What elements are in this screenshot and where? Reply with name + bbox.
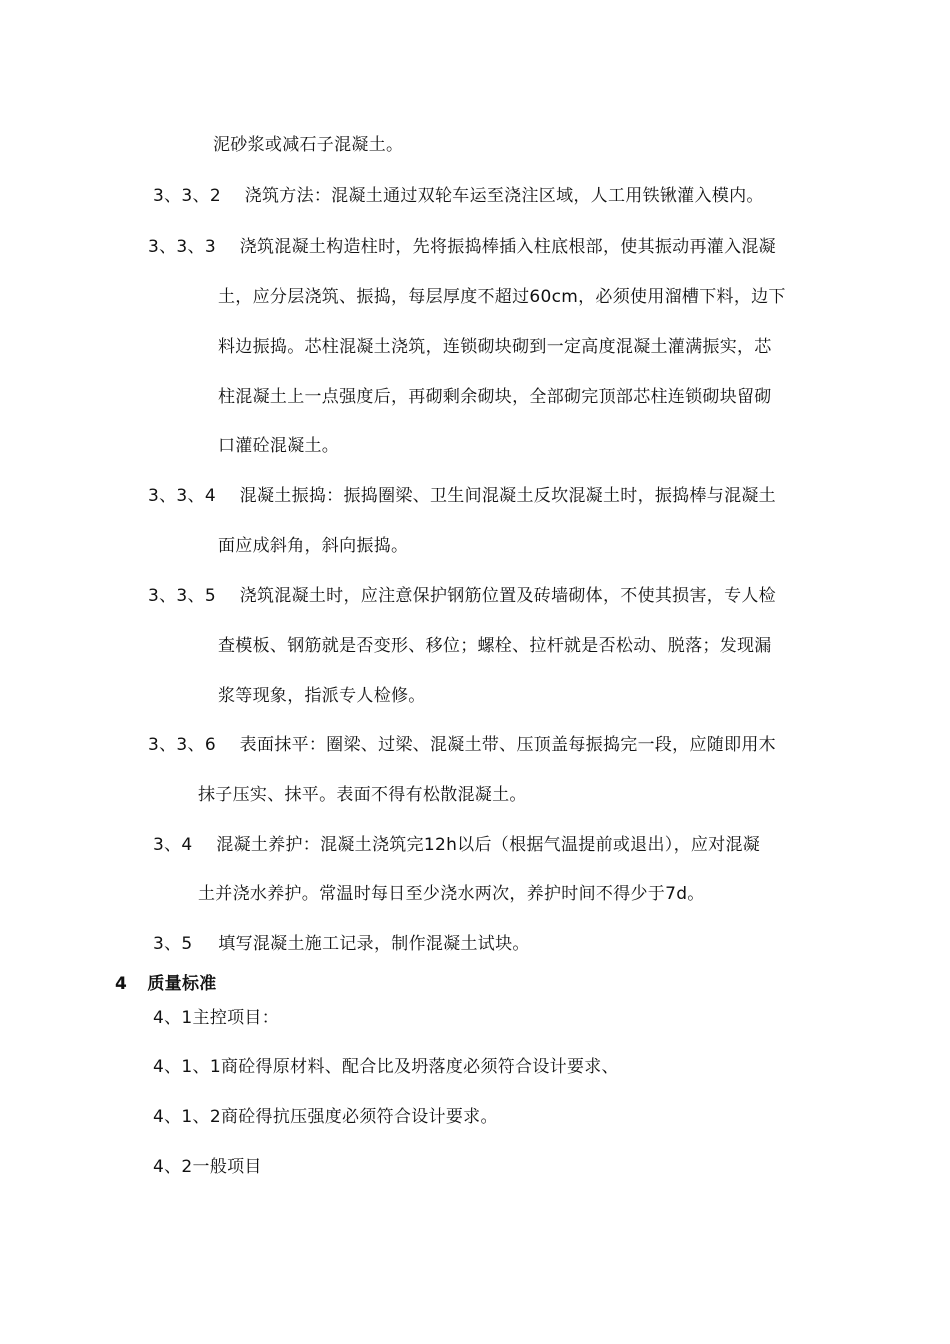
section-number: 3、3、4 [148, 486, 216, 506]
text-line: 4、1主控项目： [153, 1008, 280, 1028]
heading-text: 质量标准 [147, 974, 217, 994]
heading-number: 4 [115, 974, 128, 994]
section-text: 混凝土振捣：振捣圈梁、卫生间混凝土反坎混凝土时，振捣棒与混凝土 [239, 486, 776, 506]
section-3-4 [153, 834, 760, 856]
section-3-3-3 [148, 236, 776, 258]
section-number: 3、3、6 [148, 735, 216, 755]
section-number: 3、5 [153, 934, 193, 954]
text-line: 4、1、1商砼得原材料、配合比及坍落度必须符合设计要求、 [153, 1057, 619, 1077]
section-3-5 [153, 933, 530, 955]
text-line: 浆等现象，指派专人检修。 [218, 686, 426, 706]
section-3-3-5 [148, 585, 776, 607]
text-line: 土并浇水养护。常温时每日至少浇水两次，养护时间不得少于7d。 [198, 884, 705, 904]
text-line: 口灌砼混凝土。 [218, 436, 340, 456]
text-line: 抹子压实、抹平。表面不得有松散混凝土。 [198, 785, 527, 805]
section-text: 浇筑方法：混凝土通过双轮车运至浇注区域，人工用铁锹灌入模内。 [244, 186, 764, 206]
section-3-3-2 [153, 185, 764, 207]
text-line: 土，应分层浇筑、振捣，每层厚度不超过60cm，必须使用溜槽下料，边下 [218, 287, 786, 307]
section-text: 浇筑混凝土时，应注意保护钢筋位置及砖墙砌体，不使其损害，专人检 [239, 586, 776, 606]
section-text: 表面抹平：圈梁、过梁、混凝土带、压顶盖每振捣完一段，应随即用木 [239, 735, 776, 755]
text-line: 4、2一般项目 [153, 1157, 262, 1177]
section-text: 浇筑混凝土构造柱时，先将振捣棒插入柱底根部，使其振动再灌入混凝 [239, 237, 776, 257]
text-line: 4、1、2商砼得抗压强度必须符合设计要求。 [153, 1107, 498, 1127]
section-text: 填写混凝土施工记录，制作混凝土试块。 [218, 934, 530, 954]
section-number: 3、4 [153, 835, 193, 855]
heading-quality-standard [115, 973, 217, 995]
text-line: 面应成斜角，斜向振捣。 [218, 536, 409, 556]
text-line: 泥砂浆或减石子混凝土。 [213, 135, 404, 155]
section-3-3-6 [148, 734, 776, 756]
section-number: 3、3、5 [148, 586, 216, 606]
section-number: 3、3、3 [148, 237, 216, 257]
text-line: 查模板、钢筋就是否变形、移位；螺栓、拉杆就是否松动、脱落；发现漏 [218, 636, 772, 656]
section-text: 混凝土养护：混凝土浇筑完12h以后（根据气温提前或退出），应对混凝 [216, 835, 761, 855]
section-number: 3、3、2 [153, 186, 221, 206]
text-line: 柱混凝土上一点强度后，再砌剩余砌块，全部砌完顶部芯柱连锁砌块留砌 [218, 387, 772, 407]
text-line: 料边振捣。芯柱混凝土浇筑，连锁砌块砌到一定高度混凝土灌满振实，芯 [218, 337, 772, 357]
section-3-3-4 [148, 485, 776, 507]
